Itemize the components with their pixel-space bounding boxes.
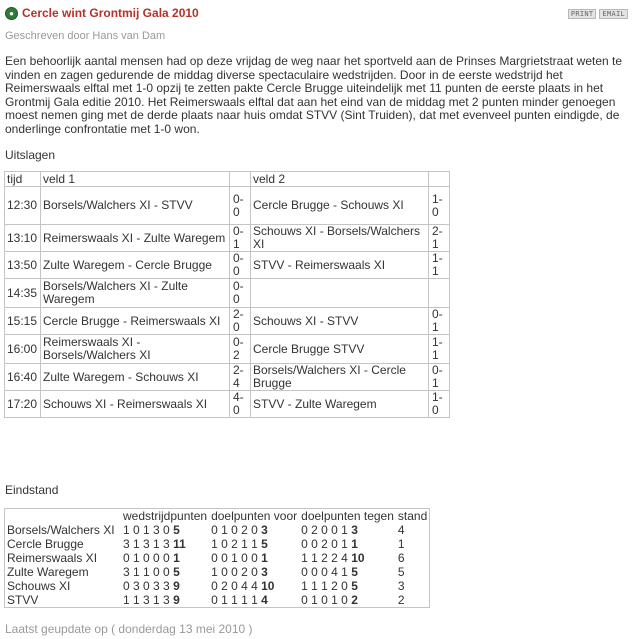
field1-score: 0-0 xyxy=(230,252,251,279)
field2-score: 1-0 xyxy=(429,187,450,225)
results-header-cell xyxy=(230,172,251,187)
result-row xyxy=(5,335,450,364)
goals-against-total: 5 xyxy=(351,565,358,579)
goals-against: 1 1 1 2 0 xyxy=(301,579,348,593)
article-tools xyxy=(568,9,628,19)
field1-score: 2-4 xyxy=(230,364,251,391)
field1-score: 4-0 xyxy=(230,391,251,418)
match-time: 16:00 xyxy=(5,335,41,364)
field1-score: 0-0 xyxy=(230,187,251,225)
goals-against: 1 1 2 2 4 xyxy=(301,551,348,565)
field2-match: STVV - Zulte Waregem xyxy=(251,391,429,418)
match-points-total: 11 xyxy=(173,537,186,551)
results-heading: Uitslagen xyxy=(5,148,56,162)
result-row xyxy=(5,252,450,279)
field2-score: 0-1 xyxy=(429,308,450,335)
field2-match: Cercle Brugge STVV xyxy=(251,335,429,364)
article-title[interactable]: Cercle wint Grontmij Gala 2010 xyxy=(22,6,199,20)
final-rank: 5 xyxy=(397,565,405,579)
field1-match: Schouws XI - Reimerswaals XI xyxy=(41,391,230,418)
goals-against-cell xyxy=(299,593,396,608)
goals-for-cell xyxy=(209,551,299,565)
field2-match: Cercle Brugge - Schouws XI xyxy=(251,187,429,225)
team-name: Borsels/Walchers XI xyxy=(7,523,115,537)
results-table xyxy=(4,171,450,418)
standings-row xyxy=(5,579,430,593)
goals-against-total: 5 xyxy=(351,579,358,593)
goals-against: 0 2 0 0 1 xyxy=(301,523,348,537)
match-points-total: 9 xyxy=(173,593,180,607)
goals-for-cell xyxy=(209,579,299,593)
match-time: 15:15 xyxy=(5,308,41,335)
field2-score: 1-1 xyxy=(429,252,450,279)
standings-header-cell: doelpunten tegen xyxy=(301,509,394,523)
field2-match: Schouws XI - STVV xyxy=(251,308,429,335)
match-points-total: 5 xyxy=(173,565,180,579)
goals-against-cell xyxy=(299,565,396,579)
field1-match: Reimerswaals XI - Borsels/Walchers XI xyxy=(41,335,230,364)
goals-for: 1 0 0 2 0 xyxy=(211,565,258,579)
team-name: STVV xyxy=(7,593,39,607)
team-name: Cercle Brugge xyxy=(7,537,84,551)
field1-match: Zulte Waregem - Cercle Brugge xyxy=(41,252,230,279)
match-points-cell xyxy=(121,593,209,608)
result-row xyxy=(5,225,450,252)
result-row xyxy=(5,308,450,335)
standings-header-cell xyxy=(5,509,122,524)
match-time: 17:20 xyxy=(5,391,41,418)
results-header-cell xyxy=(429,172,450,187)
article-author: Geschreven door Hans van Dam xyxy=(5,30,166,42)
goals-for-cell xyxy=(209,537,299,551)
results-header-cell: tijd xyxy=(5,172,41,187)
match-points-total: 1 xyxy=(173,551,180,565)
match-points-cell xyxy=(121,537,209,551)
field1-score: 2-0 xyxy=(230,308,251,335)
match-points: 1 1 3 1 3 xyxy=(123,593,170,607)
result-row xyxy=(5,279,450,308)
field1-match: Borsels/Walchers XI - STVV xyxy=(41,187,230,225)
match-points: 3 1 3 1 3 xyxy=(123,537,170,551)
goals-for: 0 0 1 0 0 xyxy=(211,551,258,565)
goals-against: 0 1 0 1 0 xyxy=(301,593,348,607)
match-points: 0 1 0 0 0 xyxy=(123,551,170,565)
match-time: 14:35 xyxy=(5,279,41,308)
club-logo-icon: ● xyxy=(5,7,18,20)
article-header xyxy=(5,6,199,20)
standings-header-row xyxy=(5,509,430,524)
field1-score: 0-0 xyxy=(230,279,251,308)
goals-for-total: 3 xyxy=(261,565,268,579)
field2-score: 1-1 xyxy=(429,335,450,364)
field1-match: Zulte Waregem - Schouws XI xyxy=(41,364,230,391)
goals-for-cell xyxy=(209,593,299,608)
goals-against-cell xyxy=(299,551,396,565)
goals-against-total: 10 xyxy=(351,551,365,565)
goals-against-total: 1 xyxy=(351,537,358,551)
field1-match: Cercle Brugge - Reimerswaals XI xyxy=(41,308,230,335)
final-rank: 2 xyxy=(397,593,405,607)
match-points: 3 1 1 0 0 xyxy=(123,565,170,579)
goals-against-total: 3 xyxy=(351,523,358,537)
goals-for-cell xyxy=(209,523,299,537)
result-row xyxy=(5,364,450,391)
standings-row xyxy=(5,537,430,551)
goals-for-total: 4 xyxy=(261,593,268,607)
goals-against: 0 0 0 4 1 xyxy=(301,565,348,579)
final-rank: 3 xyxy=(397,579,405,593)
goals-for: 0 1 1 1 1 xyxy=(211,593,258,607)
field1-match: Reimerswaals XI - Zulte Waregem xyxy=(41,225,230,252)
email-button[interactable]: EMAIL xyxy=(599,9,628,19)
goals-for: 1 0 2 1 1 xyxy=(211,537,258,551)
standings-header-cell: wedstrijdpunten xyxy=(123,509,208,523)
field2-match: Borsels/Walchers XI - Cercle Brugge xyxy=(251,364,429,391)
goals-against-total: 2 xyxy=(351,593,358,607)
goals-for: 0 2 0 4 4 xyxy=(211,579,258,593)
field1-score: 0-2 xyxy=(230,335,251,364)
results-header-cell: veld 2 xyxy=(251,172,429,187)
match-time: 13:50 xyxy=(5,252,41,279)
goals-for: 0 1 0 2 0 xyxy=(211,523,258,537)
field2-score: 0-1 xyxy=(429,364,450,391)
field2-score: 2-1 xyxy=(429,225,450,252)
match-points-cell xyxy=(121,579,209,593)
field2-match: STVV - Reimerswaals XI xyxy=(251,252,429,279)
field1-match: Borsels/Walchers XI - Zulte Waregem xyxy=(41,279,230,308)
results-header-row xyxy=(5,172,450,187)
match-points-total: 5 xyxy=(173,523,180,537)
team-name: Reimerswaals XI xyxy=(7,551,98,565)
standings-table xyxy=(4,508,430,608)
match-time: 13:10 xyxy=(5,225,41,252)
field2-score: 1-0 xyxy=(429,391,450,418)
goals-for-total: 3 xyxy=(261,523,268,537)
result-row xyxy=(5,391,450,418)
last-updated: Laatst geupdate op ( donderdag 13 mei 2010 ) xyxy=(5,622,253,636)
team-name: Zulte Waregem xyxy=(7,565,89,579)
final-rank: 4 xyxy=(397,523,405,537)
match-points: 0 3 0 3 3 xyxy=(123,579,170,593)
match-points-cell xyxy=(121,565,209,579)
match-points-cell xyxy=(121,523,209,537)
goals-for-total: 1 xyxy=(261,551,268,565)
match-points-total: 9 xyxy=(173,579,180,593)
goals-for-total: 10 xyxy=(261,579,275,593)
print-button[interactable]: PRINT xyxy=(568,9,597,19)
field2-score xyxy=(429,279,450,308)
standings-row xyxy=(5,551,430,565)
standings-heading: Eindstand xyxy=(5,483,59,497)
final-rank: 6 xyxy=(397,551,405,565)
team-name: Schouws XI xyxy=(7,579,71,593)
goals-against-cell xyxy=(299,537,396,551)
standings-header-cell: stand xyxy=(397,509,428,523)
standings-row xyxy=(5,523,430,537)
field2-match xyxy=(251,279,429,308)
field2-match: Schouws XI - Borsels/Walchers XI xyxy=(251,225,429,252)
match-points: 1 0 1 3 0 xyxy=(123,523,170,537)
results-header-cell: veld 1 xyxy=(41,172,230,187)
goals-against-cell xyxy=(299,579,396,593)
standings-row xyxy=(5,593,430,608)
standings-row xyxy=(5,565,430,579)
match-time: 12:30 xyxy=(5,187,41,225)
goals-against-cell xyxy=(299,523,396,537)
match-time: 16:40 xyxy=(5,364,41,391)
match-points-cell xyxy=(121,551,209,565)
result-row xyxy=(5,187,450,225)
goals-against: 0 0 2 0 1 xyxy=(301,537,348,551)
final-rank: 1 xyxy=(397,537,405,551)
standings-header-cell: doelpunten voor xyxy=(211,509,298,523)
goals-for-cell xyxy=(209,565,299,579)
goals-for-total: 5 xyxy=(261,537,268,551)
article-intro: Een behoorlijk aantal mensen had op deze vrijdag de weg naar het sportveld aan de Prinses Margrietstraat weten te vinden en zagen gedurende de middag diverse spectaculaire wedstrijden. Door in de eerste wedstrijd het Reimerswaals elftal met 1-0 opzij te zetten pakte Cercle Brugge uiteindelijk met 11 punten de eerste plaats in het Grontmij Gala editie 2010. Het Reimerswaals elftal dat aan het eind van de middag met 2 punten minder genoegen moest nemen ging met de derde plaats naar huis omdat STVV (Sint Truiden), dat met evenveel punten eindigde, de onderlinge confrontatie met 1-0 won. xyxy=(5,54,623,136)
field1-score: 0-1 xyxy=(230,225,251,252)
